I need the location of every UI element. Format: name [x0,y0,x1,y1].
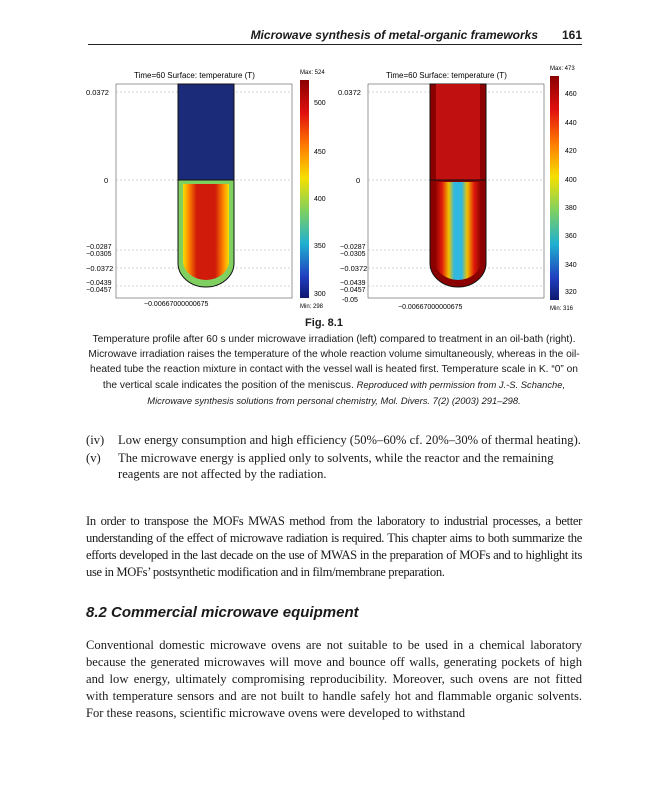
running-title: Microwave synthesis of metal-organic frameworks [250,28,538,42]
left-ytick-7: −0.0457 [86,287,112,294]
right-scale-tick-5: 380 [565,205,577,212]
right-ytick-2: 0 [356,176,361,185]
figure-temperature-profiles [86,58,586,312]
list-marker: (v) [86,451,101,465]
figure-number: Fig. 8.1 [305,317,343,329]
list-item [86,450,582,482]
list-item-text: The microwave energy is applied only to solvents, while the reactor and the remaining reagents are not affected by the radiation. [118,451,554,481]
caption-credit: Reproduced with permission from J.-S. Schanche, Microwave synthesis solutions from personal chemistry, Mol. Divers. 7(2) (2003) 291–298. [147,379,566,406]
right-ytick-3: −0.0287 [340,244,366,251]
left-xtick-label: −0.00667000000675 [144,301,209,308]
list-marker: (iv) [86,433,105,447]
right-color-scale [550,76,559,300]
section-heading: 8.2 Commercial microwave equipment [86,604,359,621]
right-scale-tick-6: 360 [565,233,577,240]
left-scale-tick-3: 400 [314,196,326,203]
page-number: 161 [561,28,582,42]
body-paragraph: In order to transpose the MOFs MWAS method from the laboratory to industrial processes, a better understanding of the effect of microwave radiation is required. This chapter aims to both summarize the efforts developed in the last decade on the use of MWAS in the preparation of MOFs and to highlight its use in MOFs’ postsynthetic modification and in film/membrane preparation. [86,514,582,579]
left-scale-tick-4: 350 [314,243,326,250]
left-scale-tick-1: 500 [314,100,326,107]
left-ytick-3: −0.0287 [86,244,112,251]
caption-text: Temperature profile after 60 s under microwave irradiation (left) compared to treatment in an oil-bath (right). Microwave irradiation raises the temperature of the whole reaction volume simultaneously, whereas in the oil-heated tube the reaction mixture in contact with the vessel wall is heated first. Temperature scale in K. “0” on the vertical scale indicates the position of the meniscus. [88,334,580,391]
right-plot [338,66,577,312]
list-item-text: Low energy consumption and high efficiency (50%–60% cf. 20%–30% of thermal heating). [118,433,581,447]
right-ytick-6: −0.0439 [340,280,366,287]
body-paragraph: Conventional domestic microwave ovens are not suitable to be used in a chemical laboratory because the generated microwaves will move and bounce off walls, generating pockets of high and low energy, ultimately compromising reproducibility. Moreover, such ovens are not fitted with temperature sensors and are not built to handle safely hot and flammable organic solvents. For these reasons, scientific microwave ovens were developed to withstand [86,638,582,720]
right-plot-title: Time=60 Surface: temperature (T) [386,71,507,80]
running-header [88,22,582,45]
right-scale-tick-3: 420 [565,148,577,155]
left-scale-tick-5: 300 [314,291,326,298]
right-ytick-5: −0.0372 [340,264,368,273]
right-scale-min: Min: 316 [550,306,574,312]
left-ytick-2: 0 [104,176,109,185]
right-scale-max: Max: 473 [550,66,575,72]
left-ytick-5: −0.0372 [86,264,114,273]
list-item [86,432,582,448]
figure-caption [86,332,582,409]
right-xtick-label: −0.00667000000675 [398,304,463,311]
left-scale-max: Max: 524 [300,70,325,76]
left-plot-title: Time=60 Surface: temperature (T) [134,71,255,80]
right-scale-tick-7: 340 [565,262,577,269]
left-ytick-6: −0.0439 [86,280,112,287]
right-scale-tick-2: 440 [565,120,577,127]
right-scale-tick-4: 400 [565,177,577,184]
advantages-list [86,432,582,484]
left-plot [86,70,326,310]
right-ytick-4: −0.0305 [340,251,366,258]
right-ytick-1: 0.0372 [338,88,361,97]
left-ytick-4: −0.0305 [86,251,112,258]
left-color-scale [300,80,309,298]
right-scale-tick-1: 460 [565,91,577,98]
left-scale-tick-2: 450 [314,149,326,156]
right-scale-tick-8: 320 [565,289,577,296]
left-ytick-1: 0.0372 [86,88,109,97]
right-ytick-7: −0.0457 [340,287,366,294]
right-ytick-8: -0.05 [342,297,358,304]
left-scale-min: Min: 298 [300,304,324,310]
